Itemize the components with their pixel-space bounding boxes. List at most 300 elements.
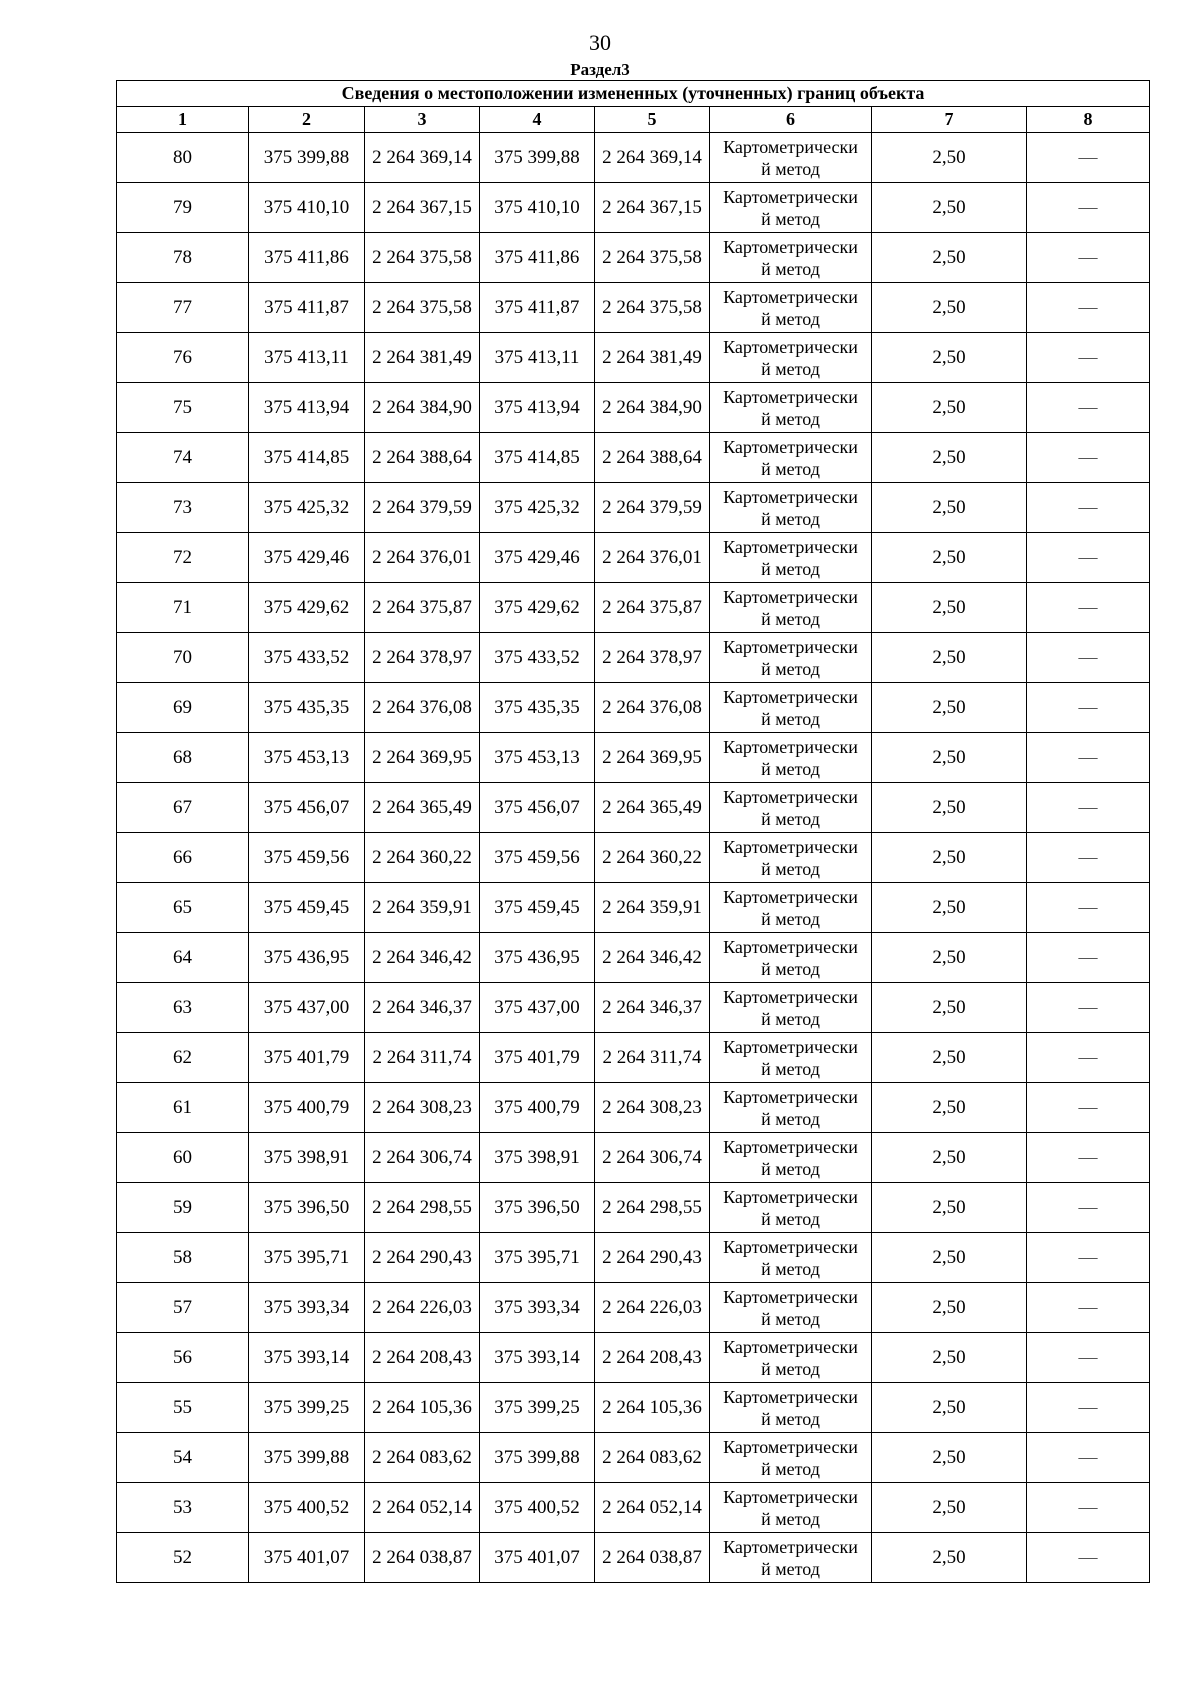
y-coordinate-cell: 2 264 379,59 <box>365 483 480 533</box>
column-header-4: 4 <box>480 107 595 133</box>
point-number-cell: 78 <box>117 233 249 283</box>
table-body <box>117 133 1150 1583</box>
method-line-1: Картометрически <box>723 236 858 257</box>
precision-cell: 2,50 <box>872 533 1027 583</box>
method-cell <box>710 1283 872 1333</box>
method-line-1: Картометрически <box>723 1136 858 1157</box>
method-line-1: Картометрически <box>723 1286 858 1307</box>
method-line-2: й метод <box>761 1558 820 1579</box>
table-row <box>117 183 1150 233</box>
column-header-2: 2 <box>249 107 365 133</box>
table-row <box>117 283 1150 333</box>
table-row <box>117 433 1150 483</box>
method-cell <box>710 633 872 683</box>
table-row <box>117 1133 1150 1183</box>
table-row <box>117 933 1150 983</box>
point-number-cell: 66 <box>117 833 249 883</box>
method-cell <box>710 733 872 783</box>
boundary-coordinates-table <box>116 80 1150 1583</box>
point-number-cell: 56 <box>117 1333 249 1383</box>
precision-cell: 2,50 <box>872 783 1027 833</box>
method-line-1: Картометрически <box>723 1236 858 1257</box>
description-cell: — <box>1027 1183 1150 1233</box>
column-header-8: 8 <box>1027 107 1150 133</box>
y-coordinate-cell: 2 264 367,15 <box>365 183 480 233</box>
method-line-1: Картометрически <box>723 886 858 907</box>
table-row <box>117 1383 1150 1433</box>
description-cell: — <box>1027 1233 1150 1283</box>
precision-cell: 2,50 <box>872 183 1027 233</box>
description-cell: — <box>1027 383 1150 433</box>
x-coordinate-cell: 375 399,88 <box>249 1433 365 1483</box>
y-coordinate-new-cell: 2 264 298,55 <box>595 1183 710 1233</box>
method-line-1: Картометрически <box>723 286 858 307</box>
precision-cell: 2,50 <box>872 633 1027 683</box>
point-number-cell: 71 <box>117 583 249 633</box>
table-row <box>117 1233 1150 1283</box>
precision-cell: 2,50 <box>872 683 1027 733</box>
table-row <box>117 383 1150 433</box>
description-cell: — <box>1027 833 1150 883</box>
description-cell: — <box>1027 583 1150 633</box>
method-line-2: й метод <box>761 1158 820 1179</box>
x-coordinate-cell: 375 436,95 <box>249 933 365 983</box>
description-cell: — <box>1027 1483 1150 1533</box>
x-coordinate-cell: 375 456,07 <box>249 783 365 833</box>
precision-cell: 2,50 <box>872 1383 1027 1433</box>
x-coordinate-new-cell: 375 414,85 <box>480 433 595 483</box>
method-line-2: й метод <box>761 158 820 179</box>
x-coordinate-new-cell: 375 400,52 <box>480 1483 595 1533</box>
precision-cell: 2,50 <box>872 433 1027 483</box>
point-number-cell: 62 <box>117 1033 249 1083</box>
method-line-2: й метод <box>761 1358 820 1379</box>
point-number-cell: 72 <box>117 533 249 583</box>
description-cell: — <box>1027 733 1150 783</box>
description-cell: — <box>1027 983 1150 1033</box>
description-cell: — <box>1027 1433 1150 1483</box>
method-cell <box>710 183 872 233</box>
method-line-2: й метод <box>761 908 820 929</box>
method-line-2: й метод <box>761 258 820 279</box>
description-cell: — <box>1027 283 1150 333</box>
y-coordinate-cell: 2 264 359,91 <box>365 883 480 933</box>
method-line-2: й метод <box>761 358 820 379</box>
table-caption-row <box>117 81 1150 107</box>
method-line-2: й метод <box>761 1058 820 1079</box>
method-cell <box>710 1533 872 1583</box>
point-number-cell: 54 <box>117 1433 249 1483</box>
y-coordinate-new-cell: 2 264 375,87 <box>595 583 710 633</box>
method-line-2: й метод <box>761 458 820 479</box>
method-line-2: й метод <box>761 1508 820 1529</box>
y-coordinate-cell: 2 264 375,58 <box>365 233 480 283</box>
method-cell <box>710 983 872 1033</box>
method-cell <box>710 1133 872 1183</box>
method-cell <box>710 233 872 283</box>
precision-cell: 2,50 <box>872 1233 1027 1283</box>
x-coordinate-cell: 375 401,07 <box>249 1533 365 1583</box>
column-header-3: 3 <box>365 107 480 133</box>
method-cell <box>710 833 872 883</box>
table-row <box>117 983 1150 1033</box>
x-coordinate-new-cell: 375 399,88 <box>480 133 595 183</box>
point-number-cell: 59 <box>117 1183 249 1233</box>
method-line-1: Картометрически <box>723 836 858 857</box>
precision-cell: 2,50 <box>872 933 1027 983</box>
description-cell: — <box>1027 883 1150 933</box>
x-coordinate-cell: 375 396,50 <box>249 1183 365 1233</box>
x-coordinate-new-cell: 375 429,46 <box>480 533 595 583</box>
method-line-1: Картометрически <box>723 1186 858 1207</box>
table-row <box>117 833 1150 883</box>
y-coordinate-cell: 2 264 346,37 <box>365 983 480 1033</box>
method-line-1: Картометрически <box>723 1336 858 1357</box>
x-coordinate-new-cell: 375 433,52 <box>480 633 595 683</box>
y-coordinate-new-cell: 2 264 369,14 <box>595 133 710 183</box>
x-coordinate-cell: 375 437,00 <box>249 983 365 1033</box>
y-coordinate-cell: 2 264 376,08 <box>365 683 480 733</box>
y-coordinate-new-cell: 2 264 306,74 <box>595 1133 710 1183</box>
method-line-2: й метод <box>761 408 820 429</box>
x-coordinate-new-cell: 375 413,11 <box>480 333 595 383</box>
method-line-1: Картометрически <box>723 386 858 407</box>
precision-cell: 2,50 <box>872 583 1027 633</box>
y-coordinate-new-cell: 2 264 384,90 <box>595 383 710 433</box>
x-coordinate-new-cell: 375 435,35 <box>480 683 595 733</box>
y-coordinate-cell: 2 264 308,23 <box>365 1083 480 1133</box>
method-line-1: Картометрически <box>723 136 858 157</box>
method-cell <box>710 1083 872 1133</box>
x-coordinate-cell: 375 399,25 <box>249 1383 365 1433</box>
x-coordinate-cell: 375 413,94 <box>249 383 365 433</box>
method-line-1: Картометрически <box>723 686 858 707</box>
method-line-1: Картометрически <box>723 1536 858 1557</box>
x-coordinate-cell: 375 400,52 <box>249 1483 365 1533</box>
x-coordinate-new-cell: 375 425,32 <box>480 483 595 533</box>
y-coordinate-new-cell: 2 264 290,43 <box>595 1233 710 1283</box>
method-line-1: Картометрически <box>723 1436 858 1457</box>
x-coordinate-new-cell: 375 413,94 <box>480 383 595 433</box>
method-line-1: Картометрически <box>723 186 858 207</box>
precision-cell: 2,50 <box>872 233 1027 283</box>
x-coordinate-cell: 375 459,45 <box>249 883 365 933</box>
y-coordinate-cell: 2 264 306,74 <box>365 1133 480 1183</box>
method-line-2: й метод <box>761 208 820 229</box>
x-coordinate-cell: 375 399,88 <box>249 133 365 183</box>
method-line-1: Картометрически <box>723 736 858 757</box>
method-line-2: й метод <box>761 658 820 679</box>
method-cell <box>710 283 872 333</box>
method-line-2: й метод <box>761 1208 820 1229</box>
description-cell: — <box>1027 1333 1150 1383</box>
precision-cell: 2,50 <box>872 1483 1027 1533</box>
description-cell: — <box>1027 1533 1150 1583</box>
y-coordinate-new-cell: 2 264 375,58 <box>595 233 710 283</box>
precision-cell: 2,50 <box>872 1033 1027 1083</box>
method-line-2: й метод <box>761 608 820 629</box>
y-coordinate-new-cell: 2 264 208,43 <box>595 1333 710 1383</box>
table-caption: Сведения о местоположении измененных (уточненных) границ объекта <box>117 81 1150 107</box>
y-coordinate-cell: 2 264 384,90 <box>365 383 480 433</box>
method-cell <box>710 1433 872 1483</box>
method-cell <box>710 1483 872 1533</box>
point-number-cell: 67 <box>117 783 249 833</box>
table-row <box>117 583 1150 633</box>
table-row <box>117 683 1150 733</box>
precision-cell: 2,50 <box>872 1133 1027 1183</box>
point-number-cell: 63 <box>117 983 249 1033</box>
y-coordinate-new-cell: 2 264 378,97 <box>595 633 710 683</box>
y-coordinate-cell: 2 264 381,49 <box>365 333 480 383</box>
method-line-2: й метод <box>761 558 820 579</box>
y-coordinate-new-cell: 2 264 083,62 <box>595 1433 710 1483</box>
method-cell <box>710 533 872 583</box>
y-coordinate-cell: 2 264 208,43 <box>365 1333 480 1383</box>
method-line-2: й метод <box>761 508 820 529</box>
x-coordinate-cell: 375 429,46 <box>249 533 365 583</box>
x-coordinate-new-cell: 375 411,87 <box>480 283 595 333</box>
x-coordinate-cell: 375 413,11 <box>249 333 365 383</box>
precision-cell: 2,50 <box>872 733 1027 783</box>
column-header-5: 5 <box>595 107 710 133</box>
method-line-1: Картометрически <box>723 1486 858 1507</box>
y-coordinate-cell: 2 264 360,22 <box>365 833 480 883</box>
table-header-row <box>117 107 1150 133</box>
x-coordinate-new-cell: 375 396,50 <box>480 1183 595 1233</box>
description-cell: — <box>1027 683 1150 733</box>
point-number-cell: 68 <box>117 733 249 783</box>
x-coordinate-cell: 375 411,86 <box>249 233 365 283</box>
x-coordinate-new-cell: 375 429,62 <box>480 583 595 633</box>
y-coordinate-new-cell: 2 264 375,58 <box>595 283 710 333</box>
method-line-1: Картометрически <box>723 586 858 607</box>
description-cell: — <box>1027 783 1150 833</box>
y-coordinate-cell: 2 264 369,14 <box>365 133 480 183</box>
table-row <box>117 1433 1150 1483</box>
description-cell: — <box>1027 233 1150 283</box>
method-line-1: Картометрически <box>723 936 858 957</box>
y-coordinate-new-cell: 2 264 359,91 <box>595 883 710 933</box>
method-cell <box>710 883 872 933</box>
table-row <box>117 1533 1150 1583</box>
y-coordinate-cell: 2 264 311,74 <box>365 1033 480 1083</box>
y-coordinate-new-cell: 2 264 376,01 <box>595 533 710 583</box>
point-number-cell: 75 <box>117 383 249 433</box>
x-coordinate-new-cell: 375 393,14 <box>480 1333 595 1383</box>
point-number-cell: 55 <box>117 1383 249 1433</box>
precision-cell: 2,50 <box>872 1433 1027 1483</box>
method-line-1: Картометрически <box>723 786 858 807</box>
x-coordinate-new-cell: 375 393,34 <box>480 1283 595 1333</box>
precision-cell: 2,50 <box>872 1183 1027 1233</box>
x-coordinate-new-cell: 375 411,86 <box>480 233 595 283</box>
y-coordinate-new-cell: 2 264 381,49 <box>595 333 710 383</box>
x-coordinate-cell: 375 411,87 <box>249 283 365 333</box>
method-cell <box>710 1183 872 1233</box>
method-line-2: й метод <box>761 1408 820 1429</box>
x-coordinate-cell: 375 393,14 <box>249 1333 365 1383</box>
y-coordinate-new-cell: 2 264 052,14 <box>595 1483 710 1533</box>
x-coordinate-cell: 375 414,85 <box>249 433 365 483</box>
x-coordinate-cell: 375 401,79 <box>249 1033 365 1083</box>
column-header-7: 7 <box>872 107 1027 133</box>
point-number-cell: 76 <box>117 333 249 383</box>
method-cell <box>710 483 872 533</box>
point-number-cell: 52 <box>117 1533 249 1583</box>
y-coordinate-new-cell: 2 264 388,64 <box>595 433 710 483</box>
y-coordinate-cell: 2 264 369,95 <box>365 733 480 783</box>
table-row <box>117 1183 1150 1233</box>
method-line-2: й метод <box>761 858 820 879</box>
method-cell <box>710 1233 872 1283</box>
precision-cell: 2,50 <box>872 483 1027 533</box>
y-coordinate-cell: 2 264 038,87 <box>365 1533 480 1583</box>
method-cell <box>710 583 872 633</box>
method-cell <box>710 133 872 183</box>
method-cell <box>710 933 872 983</box>
method-cell <box>710 783 872 833</box>
point-number-cell: 58 <box>117 1233 249 1283</box>
precision-cell: 2,50 <box>872 1333 1027 1383</box>
description-cell: — <box>1027 633 1150 683</box>
y-coordinate-new-cell: 2 264 105,36 <box>595 1383 710 1433</box>
y-coordinate-new-cell: 2 264 226,03 <box>595 1283 710 1333</box>
description-cell: — <box>1027 1033 1150 1083</box>
page-number: 30 <box>589 30 611 55</box>
y-coordinate-new-cell: 2 264 369,95 <box>595 733 710 783</box>
y-coordinate-new-cell: 2 264 365,49 <box>595 783 710 833</box>
y-coordinate-new-cell: 2 264 038,87 <box>595 1533 710 1583</box>
precision-cell: 2,50 <box>872 133 1027 183</box>
point-number-cell: 70 <box>117 633 249 683</box>
method-line-1: Картометрически <box>723 986 858 1007</box>
table-row <box>117 333 1150 383</box>
precision-cell: 2,50 <box>872 1533 1027 1583</box>
method-line-2: й метод <box>761 1008 820 1029</box>
method-cell <box>710 433 872 483</box>
method-cell <box>710 1333 872 1383</box>
method-line-2: й метод <box>761 1308 820 1329</box>
method-line-1: Картометрически <box>723 1036 858 1057</box>
table-row <box>117 883 1150 933</box>
point-number-cell: 77 <box>117 283 249 333</box>
y-coordinate-cell: 2 264 376,01 <box>365 533 480 583</box>
description-cell: — <box>1027 483 1150 533</box>
y-coordinate-cell: 2 264 105,36 <box>365 1383 480 1433</box>
method-cell <box>710 333 872 383</box>
table-row <box>117 233 1150 283</box>
precision-cell: 2,50 <box>872 983 1027 1033</box>
x-coordinate-cell: 375 425,32 <box>249 483 365 533</box>
y-coordinate-new-cell: 2 264 346,42 <box>595 933 710 983</box>
y-coordinate-cell: 2 264 290,43 <box>365 1233 480 1283</box>
description-cell: — <box>1027 333 1150 383</box>
precision-cell: 2,50 <box>872 333 1027 383</box>
table-row <box>117 1333 1150 1383</box>
x-coordinate-new-cell: 375 456,07 <box>480 783 595 833</box>
method-cell <box>710 383 872 433</box>
table-row <box>117 783 1150 833</box>
method-line-1: Картометрически <box>723 1386 858 1407</box>
x-coordinate-new-cell: 375 437,00 <box>480 983 595 1033</box>
x-coordinate-new-cell: 375 453,13 <box>480 733 595 783</box>
description-cell: — <box>1027 1283 1150 1333</box>
y-coordinate-cell: 2 264 226,03 <box>365 1283 480 1333</box>
method-line-1: Картометрически <box>723 636 858 657</box>
x-coordinate-new-cell: 375 459,56 <box>480 833 595 883</box>
point-number-cell: 61 <box>117 1083 249 1133</box>
method-line-2: й метод <box>761 708 820 729</box>
point-number-cell: 74 <box>117 433 249 483</box>
y-coordinate-cell: 2 264 375,58 <box>365 283 480 333</box>
x-coordinate-new-cell: 375 400,79 <box>480 1083 595 1133</box>
x-coordinate-cell: 375 459,56 <box>249 833 365 883</box>
method-line-2: й метод <box>761 1458 820 1479</box>
description-cell: — <box>1027 1133 1150 1183</box>
x-coordinate-new-cell: 375 401,79 <box>480 1033 595 1083</box>
point-number-cell: 53 <box>117 1483 249 1533</box>
x-coordinate-new-cell: 375 398,91 <box>480 1133 595 1183</box>
point-number-cell: 64 <box>117 933 249 983</box>
y-coordinate-new-cell: 2 264 376,08 <box>595 683 710 733</box>
description-cell: — <box>1027 133 1150 183</box>
x-coordinate-new-cell: 375 410,10 <box>480 183 595 233</box>
y-coordinate-new-cell: 2 264 311,74 <box>595 1033 710 1083</box>
y-coordinate-new-cell: 2 264 346,37 <box>595 983 710 1033</box>
precision-cell: 2,50 <box>872 283 1027 333</box>
method-line-2: й метод <box>761 758 820 779</box>
point-number-cell: 60 <box>117 1133 249 1183</box>
method-line-1: Картометрически <box>723 486 858 507</box>
table-row <box>117 1283 1150 1333</box>
table-row <box>117 483 1150 533</box>
method-line-2: й метод <box>761 1108 820 1129</box>
method-line-1: Картометрически <box>723 336 858 357</box>
x-coordinate-cell: 375 393,34 <box>249 1283 365 1333</box>
point-number-cell: 69 <box>117 683 249 733</box>
description-cell: — <box>1027 933 1150 983</box>
x-coordinate-cell: 375 398,91 <box>249 1133 365 1183</box>
table-row <box>117 1033 1150 1083</box>
method-line-1: Картометрически <box>723 436 858 457</box>
description-cell: — <box>1027 433 1150 483</box>
x-coordinate-new-cell: 375 399,88 <box>480 1433 595 1483</box>
method-line-2: й метод <box>761 808 820 829</box>
precision-cell: 2,50 <box>872 833 1027 883</box>
section-label: Раздел3 <box>570 60 630 79</box>
x-coordinate-cell: 375 453,13 <box>249 733 365 783</box>
y-coordinate-cell: 2 264 083,62 <box>365 1433 480 1483</box>
y-coordinate-new-cell: 2 264 308,23 <box>595 1083 710 1133</box>
table-row <box>117 133 1150 183</box>
y-coordinate-cell: 2 264 298,55 <box>365 1183 480 1233</box>
method-line-2: й метод <box>761 308 820 329</box>
column-header-6: 6 <box>710 107 872 133</box>
y-coordinate-new-cell: 2 264 360,22 <box>595 833 710 883</box>
y-coordinate-cell: 2 264 378,97 <box>365 633 480 683</box>
method-line-2: й метод <box>761 958 820 979</box>
method-line-1: Картометрически <box>723 1086 858 1107</box>
point-number-cell: 65 <box>117 883 249 933</box>
description-cell: — <box>1027 533 1150 583</box>
y-coordinate-new-cell: 2 264 379,59 <box>595 483 710 533</box>
table-row <box>117 633 1150 683</box>
precision-cell: 2,50 <box>872 383 1027 433</box>
precision-cell: 2,50 <box>872 1083 1027 1133</box>
x-coordinate-cell: 375 395,71 <box>249 1233 365 1283</box>
y-coordinate-cell: 2 264 388,64 <box>365 433 480 483</box>
